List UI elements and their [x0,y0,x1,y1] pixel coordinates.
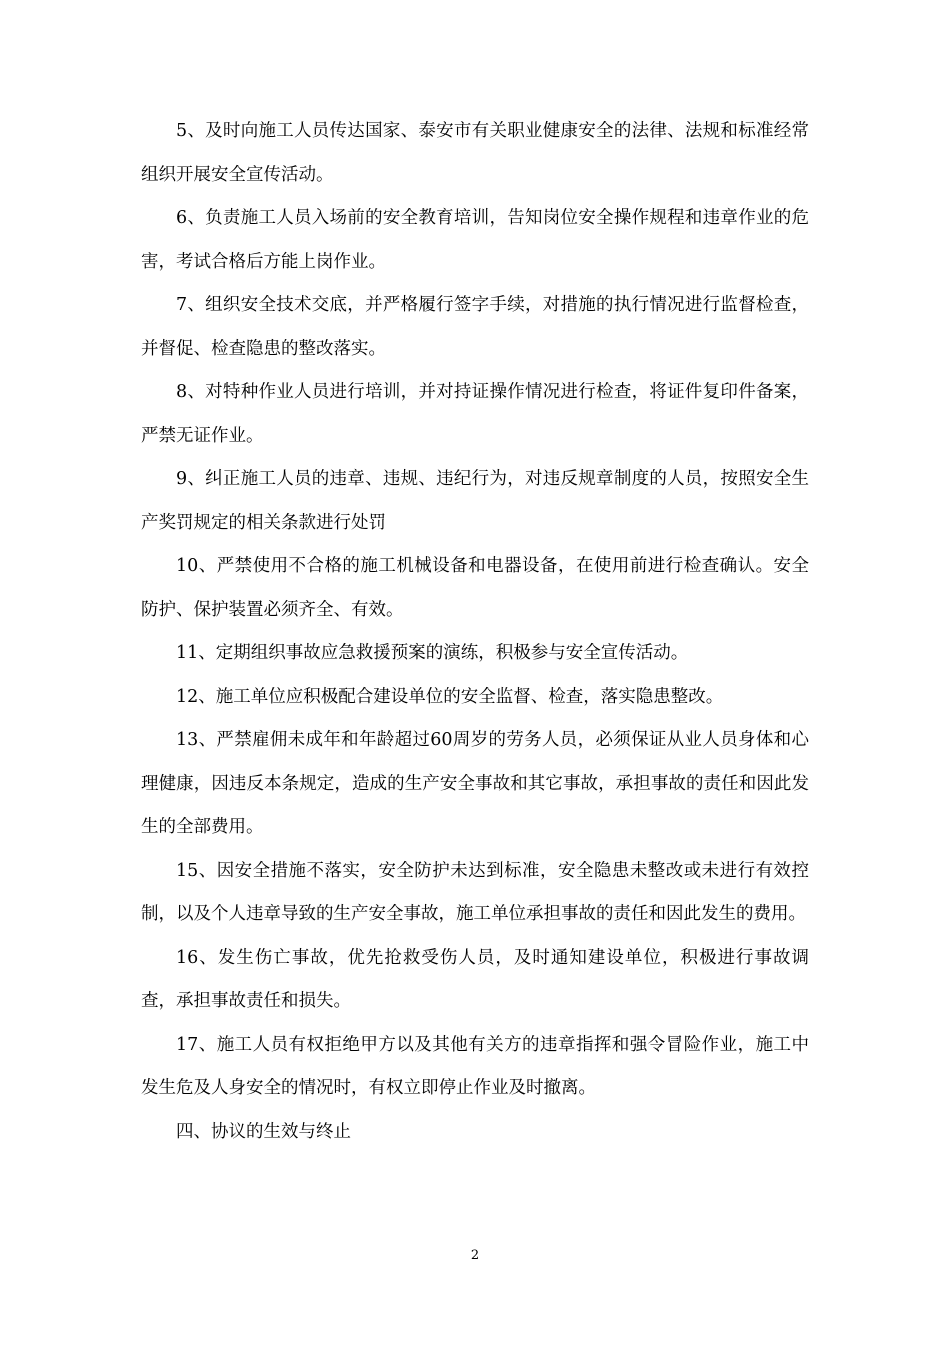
paragraph-item-12: 12、施工单位应积极配合建设单位的安全监督、检查，落实隐患整改。 [176,686,724,707]
page-number: 2 [470,1248,480,1263]
paragraph-item-6: 6、负责施工人员入场前的安全教育培训，告知岗位安全操作规程和违章作业的危害，考试合格后方能上岗作业。 [141,208,809,272]
section-heading: 四、协议的生效与终止 [176,1121,351,1142]
paragraph-item-8: 8、对特种作业人员进行培训，并对持证操作情况进行检查，将证件复印件备案，严禁无证作业。 [141,382,809,446]
document-body [141,110,809,1154]
paragraph-item-5: 5、及时向施工人员传达国家、泰安市有关职业健康安全的法律、法规和标准经常组织开展安全宣传活动。 [141,121,809,185]
paragraph-item-15: 15、因安全措施不落实，安全防护未达到标准，安全隐患未整改或未进行有效控制，以及个人违章导致的生产安全事故，施工单位承担事故的责任和因此发生的费用。 [141,860,809,924]
paragraph-item-9: 9、纠正施工人员的违章、违规、违纪行为，对违反规章制度的人员，按照安全生产奖罚规定的相关条款进行处罚 [141,469,809,533]
paragraph-item-10: 10、严禁使用不合格的施工机械设备和电器设备，在使用前进行检查确认。安全防护、保护装置必须齐全、有效。 [141,556,809,620]
paragraph-item-16: 16、发生伤亡事故，优先抢救受伤人员，及时通知建设单位，积极进行事故调查，承担事故责任和损失。 [141,947,809,1011]
paragraph-item-13: 13、严禁雇佣未成年和年龄超过60周岁的劳务人员，必须保证从业人员身体和心理健康，因违反本条规定，造成的生产安全事故和其它事故，承担事故的责任和因此发生的全部费用。 [141,730,809,837]
paragraph-item-17: 17、施工人员有权拒绝甲方以及其他有关方的违章指挥和强令冒险作业，施工中发生危及人身安全的情况时，有权立即停止作业及时撤离。 [141,1034,809,1098]
paragraph-item-7: 7、组织安全技术交底，并严格履行签字手续，对措施的执行情况进行监督检查，并督促、检查隐患的整改落实。 [141,295,809,359]
paragraph-item-11: 11、定期组织事故应急救援预案的演练，积极参与安全宣传活动。 [176,643,689,663]
